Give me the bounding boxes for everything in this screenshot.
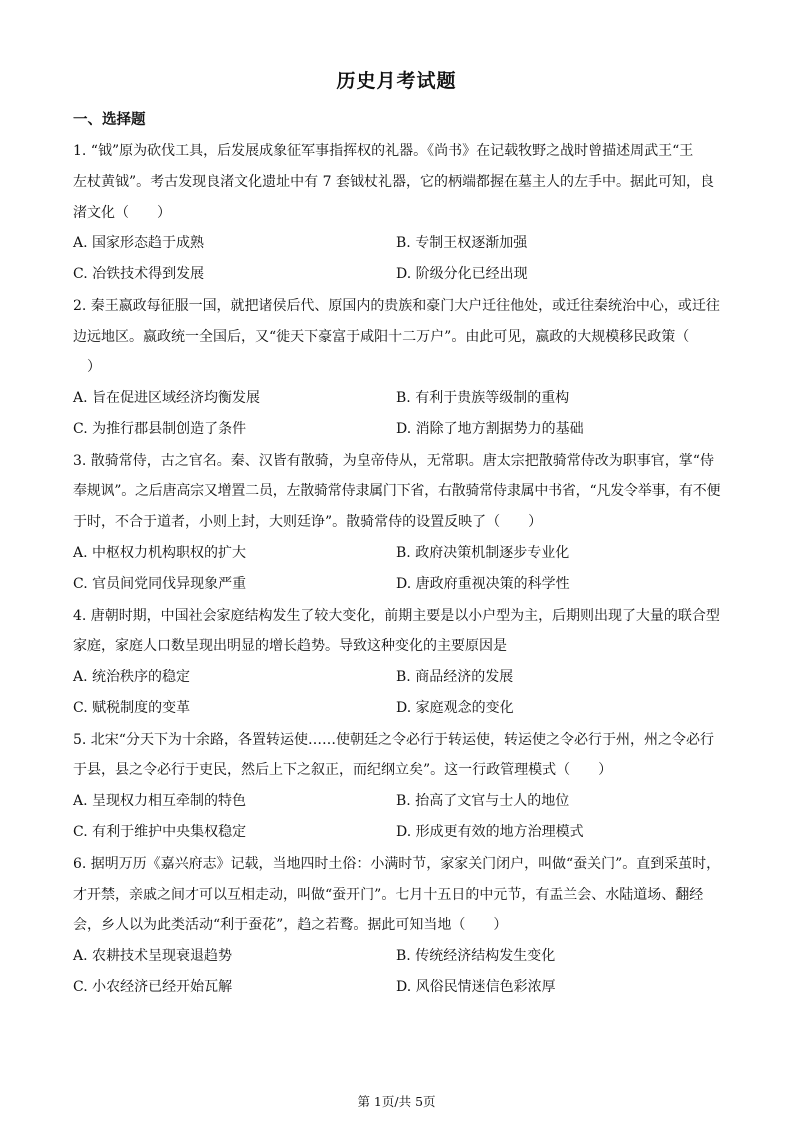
q3-option-c: C. 官员间党同伐异现象严重 — [73, 576, 247, 592]
q1-option-a: A. 国家形态趋于成熟 — [73, 235, 205, 251]
q1-option-b: B. 专制王权逐渐加强 — [396, 235, 528, 251]
q1-line-2: 左杖黄钺”。考古发现良渚文化遗址中有 7 套钺杖礼器，它的柄端都握在墓主人的左手中。据此可知，良 — [73, 174, 714, 190]
q1-option-c: C. 冶铁技术得到发展 — [73, 266, 205, 282]
q2-option-b: B. 有利于贵族等级制的重构 — [396, 390, 570, 406]
q3-line-1: 3. 散骑常侍，古之官名。秦、汉皆有散骑，为皇帝侍从，无常职。唐太宗把散骑常侍改为职事官，掌“侍 — [73, 453, 714, 469]
q6-line-3: 会，乡人以为此类活动“利于蚕花”，趋之若鹜。据此可知当地（ ） — [73, 917, 508, 933]
q4-option-a: A. 统治秩序的稳定 — [73, 669, 191, 685]
q5-option-c: C. 有利于维护中央集权稳定 — [73, 824, 247, 840]
q4-option-d: D. 家庭观念的变化 — [396, 700, 514, 716]
q2-option-c: C. 为推行郡县制创造了条件 — [73, 421, 247, 437]
q3-option-b: B. 政府决策机制逐步专业化 — [396, 545, 570, 561]
q6-option-a: A. 农耕技术呈现衰退趋势 — [73, 948, 233, 964]
q6-option-b: B. 传统经济结构发生变化 — [396, 948, 556, 964]
q2-line-3: ） — [73, 359, 101, 375]
q2-line-2: 边远地区。嬴政统一全国后，又“徙天下豪富于咸阳十二万户”。由此可见，嬴政的大规模移民政策（ — [73, 329, 690, 345]
q5-option-b: B. 抬高了文官与士人的地位 — [396, 793, 570, 809]
q5-line-1: 5. 北宋“分天下为十余路，各置转运使……使朝廷之令必行于转运使，转运使之令必行于州，州之令必行 — [73, 732, 714, 748]
q4-option-c: C. 赋税制度的变革 — [73, 700, 191, 716]
q1-option-d: D. 阶级分化已经出现 — [396, 266, 528, 282]
q2-line-1: 2. 秦王嬴政每征服一国，就把诸侯后代、原国内的贵族和豪门大户迁往他处，或迁往秦统治中心，或迁往 — [73, 298, 720, 314]
q4-line-2: 家庭，家庭人口数呈现出明显的增长趋势。导致这种变化的主要原因是 — [73, 638, 507, 654]
q2-option-a: A. 旨在促进区域经济均衡发展 — [73, 390, 261, 406]
q5-option-d: D. 形成更有效的地方治理模式 — [396, 824, 584, 840]
page-title: 历史月考试题 — [336, 70, 457, 92]
q3-line-3: 于时，不合于道者，小则上封，大则廷诤”。散骑常侍的设置反映了（ ） — [73, 514, 543, 530]
q5-line-2: 于县，县之令必行于吏民，然后上下之叙正，而纪纲立矣”。这一行政管理模式（ ） — [73, 762, 613, 778]
q2-option-d: D. 消除了地方割据势力的基础 — [396, 421, 584, 437]
q6-line-1: 6. 据明万历《嘉兴府志》记载，当地四时土俗：小满时节，家家关门闭户，叫做“蚕关门”。直到采茧时， — [73, 856, 721, 872]
q3-option-d: D. 唐政府重视决策的科学性 — [396, 576, 570, 592]
q6-option-c: C. 小农经济已经开始瓦解 — [73, 979, 233, 995]
section-heading: 一、选择题 — [73, 112, 146, 128]
q1-line-3: 渚文化（ ） — [73, 205, 171, 221]
q4-line-1: 4. 唐朝时期，中国社会家庭结构发生了较大变化，前期主要是以小户型为主，后期则出现了大量的联合型 — [73, 608, 720, 624]
page-footer: 第 1页/共 5页 — [357, 1094, 436, 1109]
q4-option-b: B. 商品经济的发展 — [396, 669, 514, 685]
q3-line-2: 奉规讽”。之后唐高宗又增置二员，左散骑常侍隶属门下省，右散骑常侍隶属中书省，“凡发令举事，有不便 — [73, 483, 721, 499]
q6-line-2: 才开禁，亲戚之间才可以互相走动，叫做“蚕开门”。七月十五日的中元节，有盂兰会、水陆道场、翻经 — [73, 887, 704, 903]
q1-line-1: 1. “钺”原为砍伐工具，后发展成象征军事指挥权的礼器。《尚书》在记载牧野之战时曾描述周武王“王 — [73, 143, 694, 159]
q3-option-a: A. 中枢权力机构职权的扩大 — [73, 545, 247, 561]
q6-option-d: D. 风俗民情迷信色彩浓厚 — [396, 979, 556, 995]
q5-option-a: A. 呈现权力相互牵制的特色 — [73, 793, 247, 809]
